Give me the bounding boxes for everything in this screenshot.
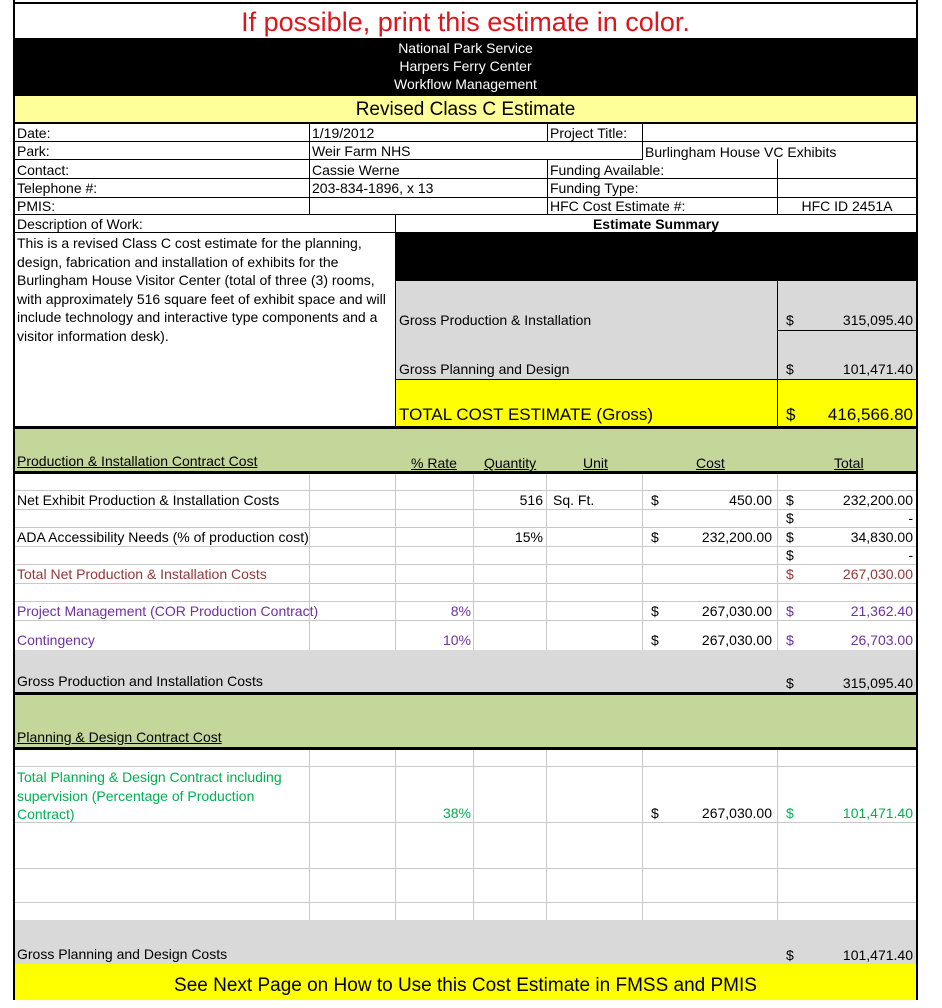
planning-heading: Planning & Design Contract Cost [17, 729, 222, 745]
net-exhibit-quantity: 516 [519, 492, 543, 508]
contingency-label: Contingency [17, 632, 95, 648]
project-title-label: Project Title: [550, 125, 628, 141]
gross-production-label: Gross Production and Installation Costs [17, 673, 263, 689]
org-line-1: National Park Service [398, 40, 533, 56]
contact-label: Contact: [17, 162, 70, 178]
planning-total-label-line-1: Total Planning & Design Contract including [17, 769, 282, 785]
net-exhibit-label: Net Exhibit Production & Installation Costs [17, 492, 280, 508]
col-total-header: Total [834, 455, 864, 471]
gross-production-amount: 315,095.40 [842, 675, 913, 691]
blank-row-total: - [908, 510, 913, 526]
gross-planning-amount: 101,471.40 [842, 947, 913, 963]
net-exhibit-unit: Sq. Ft. [553, 492, 595, 508]
project-management-rate: 8% [450, 603, 471, 619]
description-text: This is a revised Class C cost estimate for the planning, design, fabrication and installation of exhibits for the Burlingham House Visitor Center (total of three (3) rooms, with approximately 516 square feet of exhibit space and will include technology and interactive type components and a visitor information desk). [17, 235, 386, 344]
planning-rate: 38% [442, 805, 471, 821]
net-exhibit-total: 232,200.00 [842, 492, 913, 508]
ada-label: ADA Accessibility Needs (% of production cost) [17, 529, 309, 545]
gross-production-currency: $ [786, 675, 794, 691]
summary-black-band [396, 233, 916, 281]
contact-value: Cassie Werne [312, 162, 400, 178]
contingency-cost-currency: $ [651, 632, 659, 648]
page-title: Revised Class C Estimate [15, 94, 916, 124]
pmis-label: PMIS: [17, 198, 56, 214]
project-title-value: Burlingham House VC Exhibits [645, 144, 837, 160]
funding-available-label: Funding Available: [550, 162, 665, 178]
summary-gross-production-label: Gross Production & Installation [399, 312, 592, 328]
col-unit-header: Unit [583, 455, 608, 471]
contingency-total: 26,703.00 [850, 632, 913, 648]
estimate-summary-heading: Estimate Summary [592, 216, 720, 232]
total-estimate-currency: $ [786, 405, 796, 424]
planning-total-label [17, 768, 282, 824]
planning-total-currency: $ [786, 805, 794, 821]
contingency-total-currency: $ [786, 632, 794, 648]
date-value: 1/19/2012 [312, 125, 375, 141]
project-management-cost-currency: $ [651, 603, 659, 619]
col-quantity-header: Quantity [484, 455, 537, 471]
planning-total-label-line-3: Contract) [17, 806, 75, 822]
col-cost-header: Cost [696, 455, 725, 471]
summary-currency: $ [786, 361, 794, 377]
gross-planning-label: Gross Planning and Design Costs [17, 946, 228, 962]
project-management-total: 21,362.40 [850, 603, 913, 619]
telephone-label: Telephone #: [17, 180, 98, 196]
park-value: Weir Farm NHS [312, 143, 411, 159]
contingency-rate: 10% [442, 632, 471, 648]
estimate-sheet [13, 0, 918, 1000]
ada-total: 34,830.00 [850, 529, 913, 545]
date-label: Date: [17, 125, 51, 141]
summary-gross-production-amount: 315,095.40 [842, 312, 913, 328]
total-net-production-total: 267,030.00 [842, 566, 913, 582]
gross-planning-currency: $ [786, 947, 794, 963]
blank-row-total-currency: $ [786, 510, 794, 526]
project-management-total-currency: $ [786, 603, 794, 619]
blank-row-total: - [908, 547, 913, 563]
org-line-3: Workflow Management [394, 76, 537, 92]
description-label: Description of Work: [17, 216, 143, 232]
planning-total-label-line-2: supervision (Percentage of Production [17, 787, 255, 804]
summary-gross-planning-label: Gross Planning and Design [399, 361, 570, 377]
planning-cost: 267,030.00 [701, 805, 772, 821]
blank-row-total-currency: $ [786, 547, 794, 563]
park-label: Park: [17, 143, 50, 159]
total-net-production-label: Total Net Production & Installation Costs [17, 566, 267, 582]
org-line-2: Harpers Ferry Center [399, 58, 532, 74]
hfc-estimate-value: HFC ID 2451A [801, 198, 893, 214]
project-management-cost: 267,030.00 [701, 603, 772, 619]
net-exhibit-total-currency: $ [786, 492, 794, 508]
print-in-color-banner: If possible, print this estimate in color. [15, 2, 916, 38]
summary-currency: $ [786, 312, 794, 328]
production-heading: Production & Installation Contract Cost [17, 453, 258, 469]
summary-gross-planning-amount: 101,471.40 [842, 361, 913, 377]
next-page-footer: See Next Page on How to Use this Cost Estimate in FMSS and PMIS [15, 964, 916, 1000]
planning-total: 101,471.40 [842, 805, 913, 821]
ada-quantity: 15% [514, 529, 543, 545]
contingency-cost: 267,030.00 [701, 632, 772, 648]
ada-cost-currency: $ [651, 529, 659, 545]
planning-cost-currency: $ [651, 805, 659, 821]
telephone-value: 203-834-1896, x 13 [312, 180, 434, 196]
total-estimate-amount: 416,566.80 [827, 405, 913, 424]
net-exhibit-cost: 450.00 [729, 492, 772, 508]
col-rate-header: % Rate [411, 455, 457, 471]
net-exhibit-cost-currency: $ [651, 492, 659, 508]
project-management-label: Project Management (COR Production Contract) [17, 603, 319, 619]
funding-type-label: Funding Type: [550, 180, 639, 196]
ada-cost: 232,200.00 [701, 529, 772, 545]
ada-total-currency: $ [786, 529, 794, 545]
total-estimate-label: TOTAL COST ESTIMATE (Gross) [399, 405, 654, 424]
org-header [15, 38, 916, 94]
total-net-production-currency: $ [786, 566, 794, 582]
hfc-estimate-label: HFC Cost Estimate #: [550, 198, 686, 214]
